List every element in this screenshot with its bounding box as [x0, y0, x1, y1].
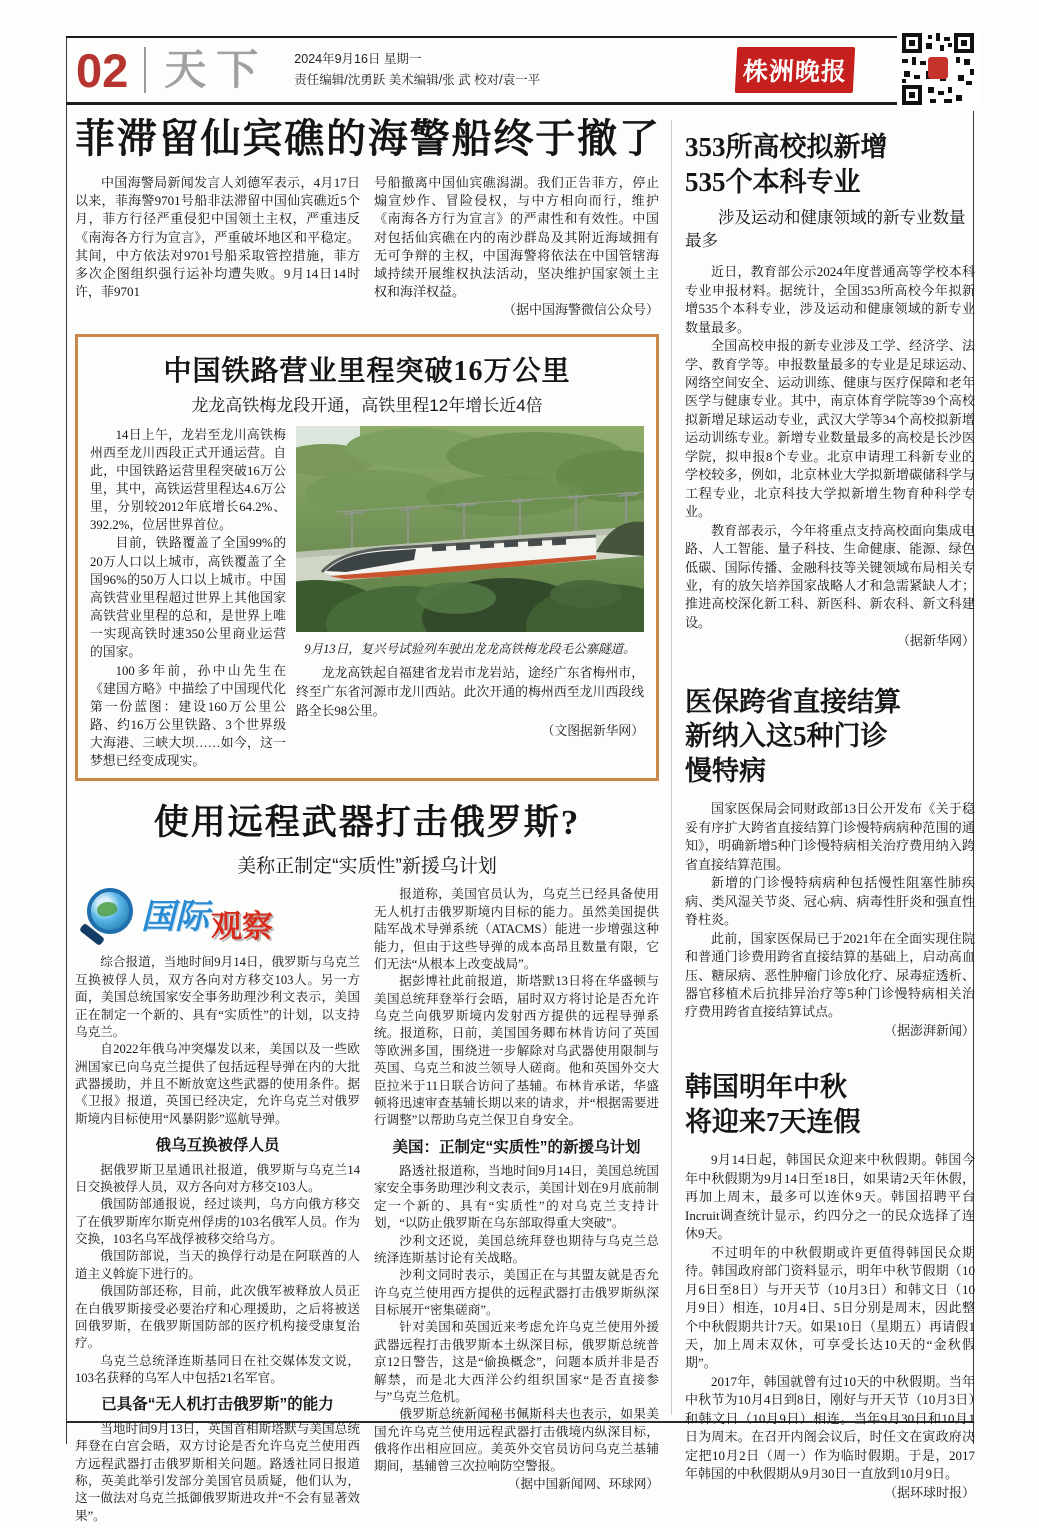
- insurance-body: [685, 800, 975, 1040]
- paragraph: 中国海警局新闻发言人刘德军表示，4月17日以来，菲海警9701号船非法滞留中国仙宾礁近5个月，菲方行径严重侵犯中国领土主权，严重违反《南海各方行为宣言》，严重破坏地区和平稳定。其间，中方依法对9701号船采取管控措施，菲方多次企图组织强行运补均遭失败。9月14日14时许，菲9701: [75, 175, 360, 300]
- railway-photo-block: [296, 426, 644, 741]
- paragraph: 14日上午，龙岩至龙川高铁梅州西至龙川西段正式开通运营。自此，中国铁路运营里程突破16万公里，其中，高铁运营里程达4.6万公里，分别较2012年底增长64.2%、392.2%，位居世界首位。: [90, 427, 286, 533]
- paragraph: 沙利文还说，美国总统拜登也期待与乌克兰总统泽连斯基讨论有关战略。: [374, 1233, 659, 1265]
- railway-title: 中国铁路营业里程突破16万公里: [163, 355, 571, 387]
- headline-line: 将迎来7天连假: [685, 1106, 861, 1137]
- paragraph: 综合报道，当地时间9月14日，俄罗斯与乌克兰互换被俘人员，双方各向对方移交103人。另一方面，美国总统国家安全事务助理沙利文表示，美国正在制定一个新的、具有“实质性”的计划，以支持乌克兰。: [75, 955, 360, 1039]
- paragraph: 2017年，韩国就曾有过10天的中秋假期。当年中秋节为10月4日到8日，刚好与开天节（10月3日）和韩文日（10月9日）相连。当年9月30日和10月1日为周末。在召开内阁会议后，时任文在寅政府决定把10月2日（周一）作为临时假期。于是，2017年韩国的中秋假期从9月30日一直放到10月9日。: [685, 1373, 975, 1482]
- paragraph: 不过明年的中秋假期或许更值得韩国民众期待。韩国政府部门资料显示，明年中秋节假期（10月6日至8日）与开天节（10月3日）和韩文日（10月9日）相连，10月4日、5日分别是周末，因此整个中秋假期共计7天。如果10日（星期五）再请假1天，加上周末双休，可享受长达10天的“金秋假期”。: [685, 1244, 975, 1371]
- universities-subtitle: 涉及运动和健康领域的新专业数量最多: [685, 209, 966, 251]
- paragraph: 新增的门诊慢特病病种包括慢性阻塞性肺疾病、类风湿关节炎、冠心病、病毒性肝炎和强直性脊柱炎。: [685, 875, 975, 928]
- paragraph: 当地时间9月13日，英国首相斯塔默与美国总统拜登在白宫会晤，双方讨论是否允许乌克兰使用西方远程武器打击俄罗斯相关问题。路透社同日报道称，英美此举引发部分美国官员质疑，他们认为，这一做法对乌克兰抵御俄罗斯进攻并“不会有显著效果”。: [75, 1421, 360, 1523]
- headline-line: 353所高校拟新增: [685, 132, 888, 162]
- source-credit: （据环球时报）: [883, 1484, 975, 1500]
- intl-word-guoji: 国际: [141, 898, 209, 937]
- universities-body: [685, 263, 975, 651]
- qr-code-icon: [900, 31, 976, 107]
- paragraph: 路透社报道称，当地时间9月14日，美国总统国家安全事务助理沙利文表示，美国计划在9月底前制定一个新的、具有“实质性”的对乌克兰支持计划，“以防止俄罗斯在乌东部取得重大突破”。: [374, 1164, 659, 1231]
- paragraph: 报道称，美国官员认为，乌克兰已经具备使用无人机打击俄罗斯境内目标的能力。虽然美国提供陆军战术导弹系统（ATACMS）能进一步增强这种能力，但由于这些导弹的成本高昂且数量有限，它们无法“从根本上改变战局”。: [374, 887, 659, 971]
- paragraph: 针对美国和英国近来考虑允许乌克兰使用外援武器远程打击俄罗斯本土纵深目标，俄罗斯总统普京12日警告，这是“偷换概念”，问题本质并非是否解禁，而是北大西洋公约组织国家“是否直接参与”乌克兰危机。: [374, 1320, 659, 1404]
- lead-article-body: [75, 174, 659, 320]
- subhead: 俄乌互换被俘人员: [155, 1137, 280, 1155]
- article-universities: [685, 130, 975, 651]
- korea-headline: [685, 1070, 975, 1139]
- railway-boxed-article: [75, 334, 659, 782]
- intl-word-guancha: 观察: [211, 909, 273, 945]
- photo-caption: 9月13日，复兴号试验列车驶出龙龙高铁梅龙段毛公寨隧道。: [304, 641, 636, 656]
- railway-right-paragraph: 龙龙高铁起自福建省龙岩市龙岩站，途经广东省梅州市，终至广东省河源市龙川西站。此次开通的梅州西至龙川西段线路全长98公里。: [296, 666, 644, 718]
- headline-line: 医保跨省直接结算: [685, 686, 901, 717]
- right-rail: [685, 130, 975, 1528]
- header-divider: [144, 47, 146, 93]
- page-number: 02: [76, 43, 129, 97]
- ukraine-subtitle: 美称正制定“实质性”新援乌计划: [237, 856, 497, 878]
- paragraph: 此前，国家医保局已于2021年在全面实现住院和普通门诊费用跨省直接结算的基础上，启动高血压、糖尿病、恶性肿瘤门诊放化疗、尿毒症透析、器官移植术后抗排异治疗等5种门诊慢特病相关治疗费用跨省直接结算试点。: [685, 930, 975, 1020]
- ukraine-headline: 使用远程武器打击俄罗斯?: [153, 803, 581, 843]
- ukraine-col1: [75, 886, 360, 1525]
- editors-line: 责任编辑/沈勇跃 美术编辑/张 武 校对/袁一平: [294, 73, 541, 87]
- ukraine-article: [75, 795, 659, 1525]
- lead-article-col1: [75, 174, 360, 320]
- header-meta: [294, 49, 540, 92]
- paragraph: 俄罗斯总统新闻秘书佩斯科夫也表示，如果美国允许乌克兰使用远程武器打击俄境内纵深目标，俄将作出相应回应。美英外交官员访问乌克兰基辅期间，基辅曾三次拉响防空警报。: [374, 1407, 659, 1474]
- railway-body: [90, 426, 644, 771]
- main-column: [75, 112, 659, 1525]
- paragraph: 俄国防部通报说，经过谈判，乌方向俄方移交了在俄罗斯库尔斯克州俘虏的103名俄军人员。作为交换，103名乌军战俘被移交给乌方。: [75, 1197, 360, 1247]
- headline-line: 535个本科专业: [685, 166, 861, 197]
- headline-line: 韩国明年中秋: [685, 1072, 847, 1103]
- source-credit: （据中国海警微信公众号）: [502, 302, 659, 318]
- magnifier-globe-icon: [81, 888, 139, 946]
- subhead: 已具备“无人机打击俄罗斯”的能力: [101, 1396, 334, 1414]
- subhead: 美国：正制定“实质性”的新援乌计划: [392, 1138, 641, 1156]
- masthead-logo: 株洲晚报: [735, 47, 855, 93]
- page-header: [66, 36, 974, 105]
- lead-headline: 菲滞留仙宾礁的海警船终于撤了: [75, 117, 659, 161]
- article-medical-insurance: [685, 685, 975, 1041]
- article-korea-holiday: [685, 1070, 975, 1502]
- paragraph: 100多年前，孙中山先生在《建国方略》中描绘了中国现代化第一份蓝图：建设160万公里公路、约16万公里铁路、3个世界级大海港、三峡大坝……如今，这一梦想已经变成现实。: [90, 663, 286, 769]
- paragraph: 乌克兰总统泽连斯基同日在社交媒体发文说，103名获释的乌军人中包括21名军官。: [75, 1353, 360, 1386]
- international-watch-logo: [81, 888, 360, 946]
- universities-headline: [685, 130, 975, 199]
- paragraph: 号船撤离中国仙宾礁潟湖。我们正告菲方，停止煽宣炒作、冒险侵权，与中方相向而行，维护《南海各方行为宣言》的严肃性和有效性。中国对包括仙宾礁在内的南沙群岛及其附近海域拥有无可争辩的主权，中国海警将依法在中国管辖海域持续开展维权执法活动，坚决维护国家领土主权和海洋权益。: [374, 175, 659, 300]
- railway-source: （文图据新华网）: [541, 724, 644, 739]
- paragraph: 俄国防部说，当天的换俘行动是在阿联酋的人道主义斡旋下进行的。: [75, 1249, 360, 1281]
- paragraph: 目前，铁路覆盖了全国99%的20万人口以上城市，高铁覆盖了全国96%的50万人口以上城市。中国高铁营业里程超过世界上其他国家高铁营业里程的总和，是世界上唯一实现高铁时速350公里商业运营的国家。: [90, 536, 286, 660]
- paragraph: 沙利文同时表示，美国正在与其盟友就是否允许乌克兰使用西方提供的远程武器打击俄罗斯纵深目标展开“密集磋商”。: [374, 1268, 659, 1318]
- paragraph: 据彭博社此前报道，斯塔默13日将在华盛顿与美国总统拜登举行会晤，届时双方将讨论是否允许乌克兰向俄罗斯境内发射西方提供的远程导弹系统。报道称，日前，美国国务卿布林肯访问了英国等欧洲多国，围绕进一步解除对乌武器使用限制与英国、乌克兰和波兰领导人磋商。他和英国外交大臣拉米于11日联合访问了基辅。布林肯承诺，华盛顿将迅速审查基辅长期以来的请求，并“根据需要进行调整”以帮助乌克兰保卫自身安全。: [374, 974, 659, 1128]
- source-credit: （据澎湃新闻）: [883, 1022, 975, 1038]
- ukraine-col2: [374, 886, 659, 1525]
- headline-line: 慢特病: [685, 755, 766, 786]
- paragraph: 9月14日起，韩国民众迎来中秋假期。韩国今年中秋假期为9月14日至18日，如果请2天年休假，再加上周末，最多可以连休9天。韩国招聘平台Incruit调查统计显示，约四分之一的民众选择了连休9天。: [685, 1152, 975, 1242]
- intl-watch-wordmark: [141, 894, 273, 945]
- railway-subtitle: 龙龙高铁梅龙段开通，高铁里程12年增长近4倍: [191, 395, 543, 415]
- qr-code: [897, 27, 979, 111]
- page-border-left: [66, 36, 67, 1444]
- section-title: 天下: [164, 46, 269, 93]
- paragraph: 全国高校申报的新专业涉及工学、经济学、法学、教育学等。申报数量最多的专业是足球运动、网络空间安全、运动训练、健康与医疗保障和老年医学与健康专业。其中，南京体育学院等39个高校拟新增足球运动专业，武汉大学等34个高校拟新增运动训练专业。新增专业数量最多的高校是长沙医学院，拟申报8个专业。北京申请理工科新专业的学校较多，例如，北京林业大学拟新增碳储科学与工程专业，北京科技大学拟新增生物育种科学专业。: [685, 338, 975, 520]
- paragraph: 自2022年俄乌冲突爆发以来，美国以及一些欧洲国家已向乌克兰提供了包括远程导弹在内的大批武器援助，并且不断放宽这些武器的使用条件。据《卫报》报道，英国已经决定，允许乌克兰对俄罗斯境内目标使用“风暴阴影”巡航导弹。: [75, 1042, 360, 1126]
- source-credit: （据新华网）: [896, 633, 975, 649]
- train-photo: [296, 426, 644, 632]
- paragraph: 据俄罗斯卫星通讯社报道，俄罗斯与乌克兰14日交换被俘人员，双方各向对方移交103人。: [75, 1162, 360, 1194]
- paragraph: 俄国防部还称，目前，此次俄军被释放人员正在白俄罗斯接受必要治疗和心理援助，之后将被送回俄罗斯，在俄罗斯国防部的医疗机构接受康复治疗。: [75, 1284, 360, 1351]
- paragraph: 国家医保局会同财政部13日公开发布《关于稳妥有序扩大跨省直接结算门诊慢特病病种范围的通知》，明确新增5种门诊慢特病相关治疗费用纳入跨省直接结算范围。: [685, 801, 975, 872]
- publication-date: 2024年9月16日 星期一: [294, 51, 422, 66]
- ukraine-col1-text: [75, 954, 360, 1525]
- magnifier-ring-icon: [87, 888, 133, 934]
- insurance-headline: [685, 685, 975, 789]
- lead-article-col2: [374, 174, 659, 320]
- column-divider: [671, 120, 672, 1415]
- korea-body: [685, 1151, 975, 1502]
- paragraph: 近日，教育部公示2024年度普通高等学校本科专业申报材料。据统计，全国353所高校今年拟新增535个本科专业，涉及运动和健康领域的新专业数量最多。: [685, 264, 975, 335]
- source-credit: （据中国新闻网、环球网）: [507, 1476, 659, 1491]
- paragraph: 教育部表示，今年将重点支持高校面向集成电路、人工智能、量子科技、生命健康、能源、绿色低碳、国际传播、金融科技等关键领域布局相关专业，有的放矢培养国家战略人才和急需紧缺人才；推进高校深化新工科、新医科、新农科、新文科建设。: [685, 522, 975, 630]
- headline-line: 新纳入这5种门诊: [685, 721, 888, 752]
